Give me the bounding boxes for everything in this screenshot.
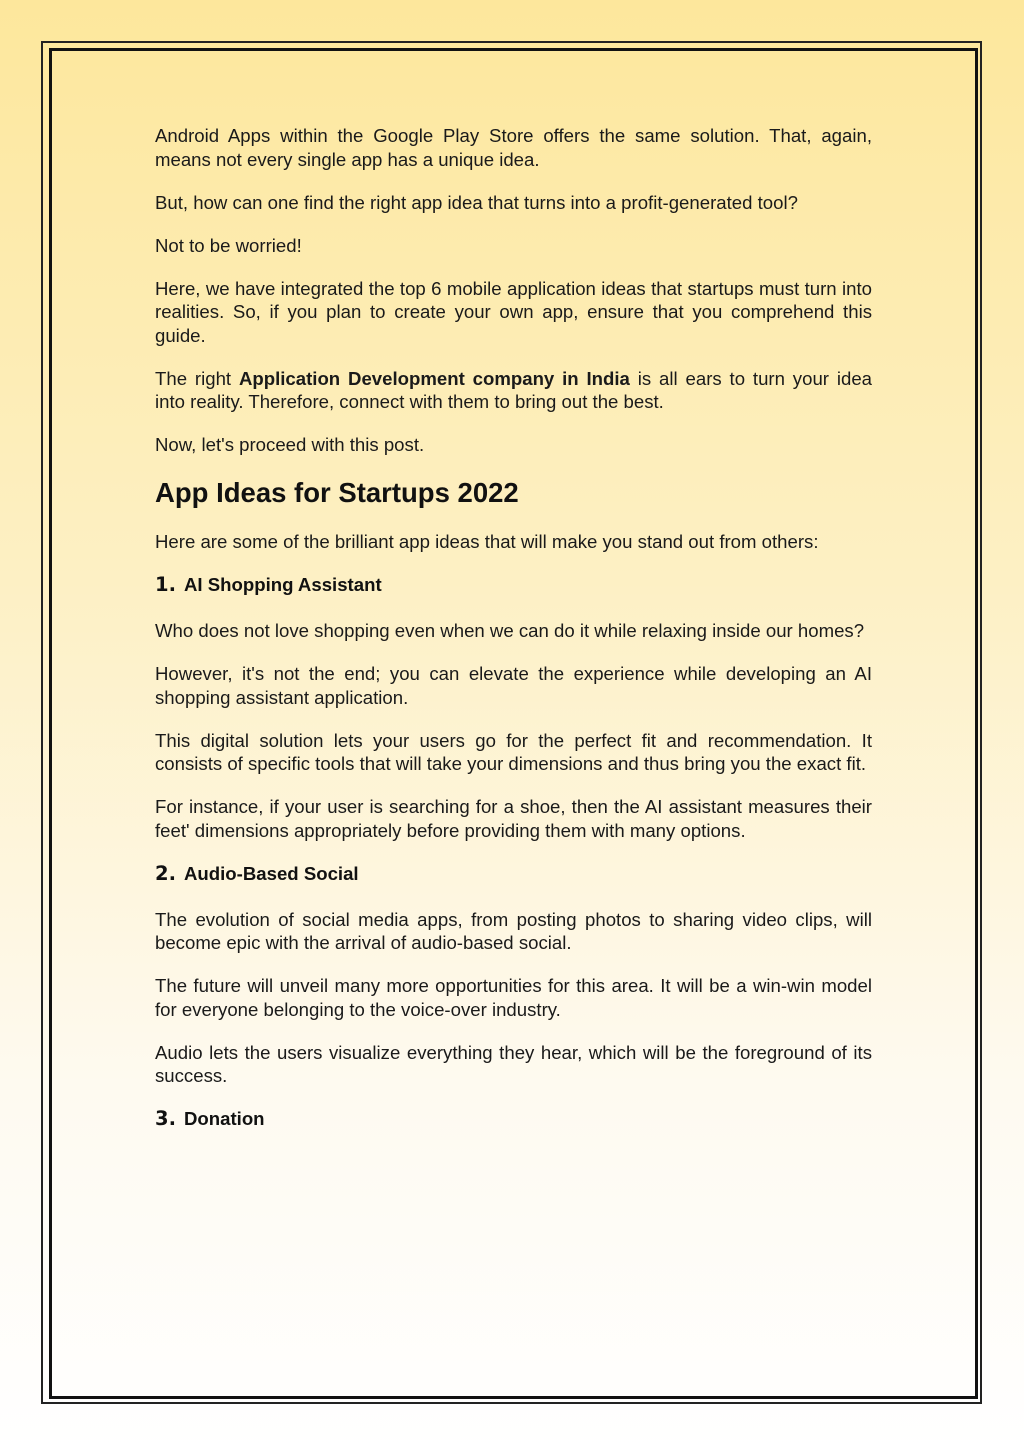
list-number: 1. [155,573,176,596]
list-number: 2. [155,861,176,885]
paragraph: However, it's not the end; you can elevate the experience while developing an AI shopping assistant application. [155,663,872,708]
paragraph: The evolution of social media apps, from posting photos to sharing video clips, will become epic with the arrival of audio-based social. [155,908,872,953]
company-link-text: Application Development company in India [238,367,630,389]
company-paragraph [155,367,872,414]
text: is all ears to turn your idea into reality. Therefore, connect with them to bring out the best. [155,367,872,412]
paragraph: Android Apps within the Google Play Store offers the same solution. That, again, means not every single app has a unique idea. [155,125,872,170]
paragraph: Now, let's proceed with this post. [155,434,425,455]
subheading-ai-shopping [155,573,872,597]
paragraph: Who does not love shopping even when we can do it while relaxing inside our homes? [155,620,865,641]
paragraph: The future will unveil many more opportunities for this area. It will be a win-win model for everyone belonging to the voice-over industry. [155,975,872,1020]
subheading-donation [155,1107,872,1131]
paragraph: Audio lets the users visualize everything they hear, which will be the foreground of its success. [155,1041,872,1086]
subheading-title: Donation [183,1108,265,1129]
subheading-title: AI Shopping Assistant [183,574,382,595]
list-number: 3. [155,1107,176,1130]
paragraph: Here, we have integrated the top 6 mobile application ideas that startups must turn into realities. So, if you plan to create your own app, ensure that you comprehend this guide. [155,277,872,346]
subheading-audio-social [155,862,872,886]
subheading-title: Audio-Based Social [183,862,359,884]
paragraph: Here are some of the brilliant app ideas that will make you stand out from others: [155,531,819,552]
text: The right [155,367,239,389]
paragraph: For instance, if your user is searching for a shoe, then the AI assistant measures their feet' dimensions appropriately before providing them with many options. [155,796,872,841]
paragraph: This digital solution lets your users go for the perfect fit and recommendation. It consists of specific tools that will take your dimensions and thus bring you the exact fit. [155,729,872,774]
paragraph: But, how can one find the right app idea that turns into a profit-generated tool? [155,191,798,213]
paragraph: Not to be worried! [155,234,302,256]
document-body [155,124,872,1153]
section-heading: App Ideas for Startups 2022 [155,477,519,508]
